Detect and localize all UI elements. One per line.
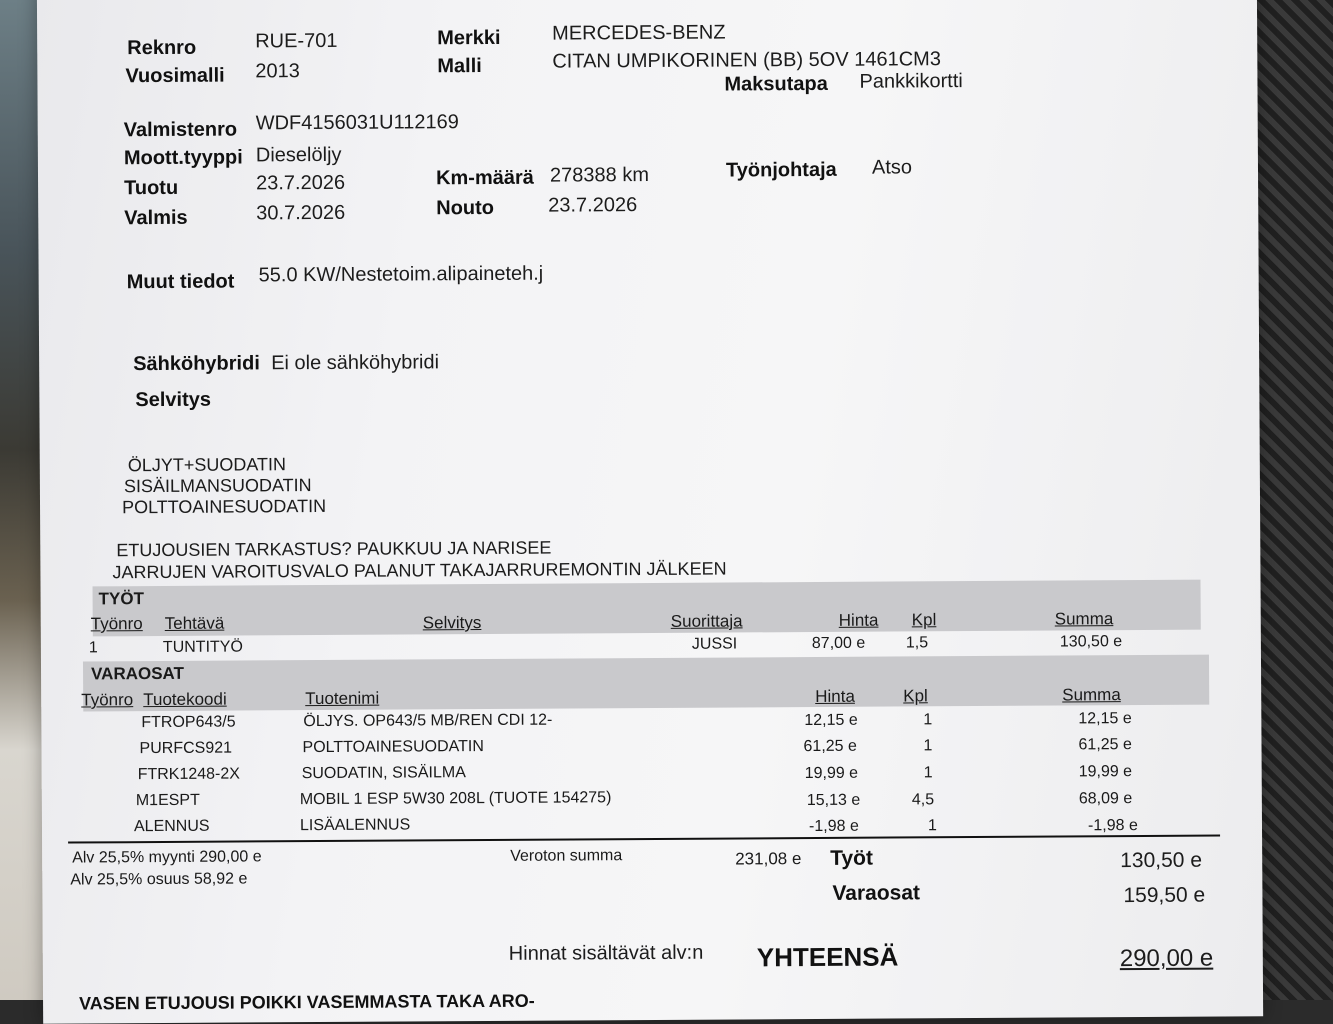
tyot-header: Hinta — [838, 610, 879, 630]
varaosat-total-label: Varaosat — [832, 881, 921, 905]
tyot-header: Selvitys — [422, 613, 482, 633]
merkki-label: Merkki — [437, 26, 501, 50]
tuotu-label: Tuotu — [124, 176, 179, 200]
tyot-row-nro: 1 — [88, 639, 98, 657]
valmis-label: Valmis — [124, 206, 188, 230]
km-label: Km-määrä — [435, 166, 534, 190]
note-line: POLTTOAINESUODATIN — [121, 495, 327, 518]
varaosat-header: Tuotekoodi — [143, 689, 227, 710]
part-sum: 12,15 e — [1078, 710, 1132, 728]
part-code: FTROP643/5 — [141, 713, 236, 732]
note-line: SISÄILMANSUODATIN — [123, 475, 312, 497]
valmistenro-value: WDF4156031U112169 — [255, 111, 459, 135]
varaosat-header: Hinta — [815, 686, 855, 706]
tyot-header: Summa — [1054, 609, 1114, 629]
selvitys-label: Selvitys — [135, 388, 212, 412]
tyot-header: Työnro — [90, 614, 143, 634]
reknro-value: RUE-701 — [255, 29, 338, 53]
yhteensa-value: 290,00 e — [1119, 944, 1214, 973]
part-code: FTRK1248-2X — [137, 765, 240, 784]
tyot-header: Kpl — [911, 610, 937, 630]
tyot-row-suorittaja: JUSSI — [691, 635, 738, 653]
merkki-value: MERCEDES-BENZ — [552, 21, 726, 45]
part-qty: 1 — [927, 817, 937, 835]
valmistenro-label: Valmistenro — [123, 118, 238, 142]
varaosat-header: Kpl — [903, 686, 928, 706]
tyot-title: TYÖT — [98, 589, 144, 609]
tyot-row-summa: 130,50 e — [1059, 633, 1123, 651]
part-name: LISÄALENNUS — [299, 816, 411, 835]
nouto-value: 23.7.2026 — [548, 194, 638, 217]
muut-label: Muut tiedot — [126, 270, 235, 294]
part-code: M1ESPT — [135, 791, 200, 810]
part-sum: 19,99 e — [1078, 763, 1133, 781]
part-code: ALENNUS — [133, 817, 210, 836]
part-sum: 61,25 e — [1078, 736, 1132, 754]
reknro-label: Reknro — [127, 36, 197, 60]
tyot-row-kpl: 1,5 — [905, 634, 929, 652]
maksutapa-value: Pankkikortti — [859, 70, 963, 93]
part-sum: 68,09 e — [1078, 790, 1133, 808]
nouto-label: Nouto — [436, 196, 495, 220]
valmis-value: 30.7.2026 — [256, 201, 346, 225]
yhteensa-label: YHTEENSÄ — [756, 941, 899, 973]
part-name: POLTTOAINESUODATIN — [302, 738, 484, 757]
part-price: 19,99 e — [804, 764, 859, 783]
part-name: MOBIL 1 ESP 5W30 208L (TUOTE 154275) — [299, 789, 612, 809]
alv-myynti: Alv 25,5% myynti 290,00 e — [72, 848, 262, 867]
maksutapa-label: Maksutapa — [724, 72, 828, 96]
tyot-total-label: Työt — [830, 846, 874, 870]
veroton-label: Veroton summa — [510, 847, 623, 865]
hinnat-note: Hinnat sisältävät alv:n — [508, 941, 704, 965]
tyot-header: Tehtävä — [164, 613, 225, 633]
varaosat-header: Summa — [1062, 685, 1121, 705]
part-price: -1,98 e — [808, 817, 859, 836]
sahko-value: Ei ole sähköhybridi — [271, 351, 440, 375]
tyot-row-tehtava: TUNTITYÖ — [162, 638, 243, 656]
tuotu-value: 23.7.2026 — [255, 171, 346, 195]
varaosat-title: VARAOSAT — [90, 663, 184, 684]
part-qty: 1 — [923, 737, 933, 755]
totals-divider — [68, 835, 1220, 844]
vuosimalli-label: Vuosimalli — [125, 64, 225, 88]
invoice-paper — [37, 0, 1263, 1024]
part-price: 15,13 e — [806, 791, 861, 810]
note-line: ETUJOUSIEN TARKASTUS? PAUKKUU JA NARISEE — [116, 537, 552, 561]
tyot-band — [90, 580, 1201, 637]
varaosat-total-value: 159,50 e — [1123, 883, 1206, 908]
varaosat-band — [83, 655, 1209, 712]
tyonjohtaja-value: Atso — [871, 156, 913, 179]
varaosat-header: Tuotenimi — [305, 688, 380, 709]
part-price: 61,25 e — [803, 737, 857, 756]
km-value: 278388 km — [549, 164, 650, 187]
tyot-total-value: 130,50 e — [1120, 848, 1203, 873]
varaosat-header: Työnro — [81, 690, 134, 710]
part-code: PURFCS921 — [139, 739, 233, 758]
vuosimalli-value: 2013 — [255, 60, 300, 83]
part-name: ÖLJYS. OP643/5 MB/REN CDI 12- — [303, 711, 553, 731]
tyot-header: Suorittaja — [670, 611, 743, 631]
tyonjohtaja-label: Työnjohtaja — [725, 158, 837, 182]
sahko-label: Sähköhybridi — [133, 352, 260, 376]
part-qty: 1 — [923, 764, 933, 782]
alv-osuus: Alv 25,5% osuus 58,92 e — [70, 870, 248, 889]
veroton-value: 231,08 e — [735, 849, 802, 869]
part-sum: -1,98 e — [1087, 817, 1138, 835]
part-qty: 4,5 — [911, 791, 935, 809]
note-line: ÖLJYT+SUODATIN — [127, 454, 287, 476]
moott-label: Moott.tyyppi — [123, 146, 243, 170]
note-line: JARRUJEN VAROITUSVALO PALANUT TAKAJARRUREMONTIN JÄLKEEN — [112, 558, 727, 583]
moott-value: Dieselöljy — [255, 143, 342, 167]
footer-cut-text: VASEN ETUJOUSI POIKKI VASEMMASTA TAKA ARO- — [79, 990, 535, 1014]
malli-label: Malli — [437, 55, 482, 78]
part-price: 12,15 e — [804, 711, 858, 730]
muut-value: 55.0 KW/Nestetoim.alipaineteh.j — [258, 262, 544, 287]
tyot-row-hinta: 87,00 e — [811, 634, 866, 653]
malli-value: CITAN UMPIKORINEN (BB) 5OV 1461CM3 — [552, 48, 941, 73]
part-qty: 1 — [923, 711, 933, 729]
part-name: SUODATIN, SISÄILMA — [301, 764, 466, 783]
